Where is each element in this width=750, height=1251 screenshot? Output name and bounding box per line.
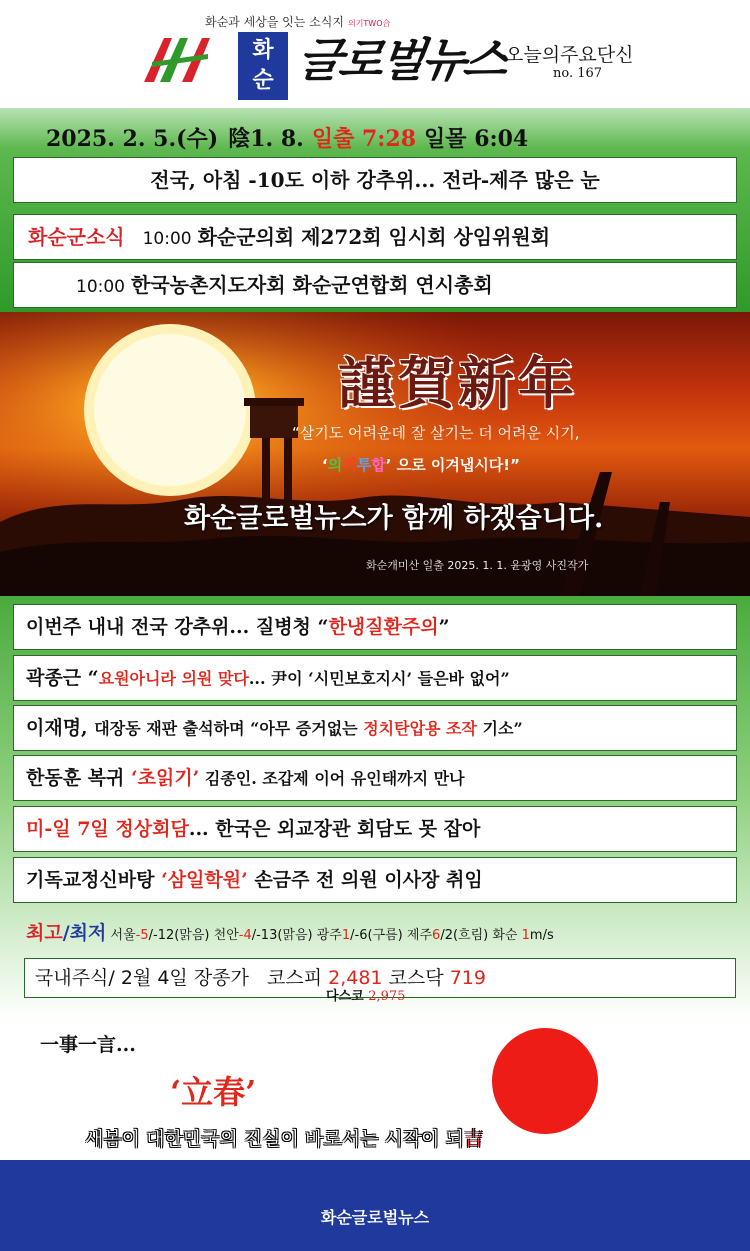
city-name: 천안 bbox=[213, 928, 239, 943]
page-title: 오늘의주요단신 bbox=[505, 44, 634, 66]
news-highlight: 요원아니라 의원 맞다 bbox=[98, 669, 249, 688]
news-highlight: ‘삼일학원’ bbox=[161, 869, 248, 891]
banner-slogan: 화순글로벌뉴스가 함께 하겠습니다. bbox=[184, 503, 604, 534]
county-news-label: 화순군소식 bbox=[28, 225, 125, 249]
red-sun-graphic bbox=[492, 1028, 598, 1134]
banner-quote-line1: “살기도 어려운데 잘 살기는 더 어려운 시기, bbox=[292, 424, 580, 442]
news-text: 곽종근 “ bbox=[26, 667, 99, 689]
temp-high: 1 bbox=[341, 928, 351, 943]
news-text: 대장동 재판 출석하며 “아무 증거없는 bbox=[94, 719, 364, 738]
quote-char: 기 bbox=[342, 456, 357, 474]
weather-label-high: 최고 bbox=[26, 922, 63, 944]
logo-char-top: 화 bbox=[252, 38, 274, 63]
quote-mark: ‘ bbox=[322, 456, 328, 474]
news-item[interactable] bbox=[13, 857, 737, 903]
logo-script: 글로벌뉴스 bbox=[293, 33, 509, 87]
temp-low: /-6(구름) bbox=[350, 928, 403, 943]
temp-high: -4 bbox=[238, 928, 252, 943]
wind-speed: 1 bbox=[521, 928, 530, 943]
masthead bbox=[0, 0, 750, 108]
news-item[interactable] bbox=[13, 705, 737, 751]
kospi-label: 코스피 bbox=[267, 967, 323, 989]
quote-end: ’ 으로 이겨냅시다!” bbox=[385, 456, 520, 474]
headline-box bbox=[13, 157, 737, 203]
sunset: 일몰 6:04 bbox=[424, 126, 529, 152]
news-text: 한동훈 복귀 bbox=[26, 767, 131, 789]
hwasun-logo-box bbox=[238, 32, 288, 100]
event-text: 한국농촌지도자회 화순군연합회 연시총회 bbox=[131, 273, 493, 297]
news-highlight: 정치탄압용 조작 bbox=[363, 719, 477, 738]
news-item[interactable] bbox=[13, 806, 737, 852]
weather-label-sep: / bbox=[62, 922, 70, 944]
saying-label: 一事一言... bbox=[40, 1034, 136, 1056]
county-news-item bbox=[13, 262, 737, 308]
news-item[interactable] bbox=[13, 755, 737, 801]
city-name: 제주 bbox=[406, 928, 433, 943]
new-year-banner bbox=[0, 312, 750, 596]
quote-char: 투 bbox=[356, 456, 372, 474]
stock-label: 국내주식/ 2월 4일 장종가 bbox=[35, 967, 249, 989]
headline: 전국, 아침 -10도 이하 강추위... 전라-제주 많은 눈 bbox=[150, 168, 600, 192]
city-name: 광주 bbox=[316, 928, 342, 943]
news-text: 이재명, bbox=[26, 717, 95, 739]
temp-high: -5 bbox=[135, 928, 149, 943]
news-text: ... 한국은 외교장관 회담도 못 잡아 bbox=[188, 818, 481, 840]
nasdaq-line bbox=[326, 985, 405, 1004]
news-text: 기소” bbox=[476, 719, 523, 738]
event-time: 10:00 bbox=[142, 229, 192, 249]
news-highlight: 미-일 7일 정상회담 bbox=[26, 818, 189, 840]
temp-low: /-12(맑음) bbox=[148, 928, 210, 943]
news-item[interactable] bbox=[13, 655, 737, 701]
tagline-text: 화순과 세상을 잇는 소식지 bbox=[205, 15, 344, 29]
city-name: 화순 bbox=[492, 928, 518, 943]
tagline-mini: 의기TWO合 bbox=[347, 19, 391, 28]
city-name: 서울 bbox=[110, 928, 136, 943]
lunar-date: 陰1. 8. bbox=[228, 126, 304, 152]
news-text: ... 尹이 ‘시민보호지시’ 들은바 없어” bbox=[248, 669, 510, 688]
banner-title: 謹賀新年 bbox=[338, 351, 578, 417]
date: 2025. 2. 5.(수) bbox=[46, 126, 219, 152]
quote-char: 의 bbox=[327, 456, 343, 474]
photo-caption: 화순개미산 일출 2025. 1. 1. 윤광영 사진작가 bbox=[366, 559, 589, 572]
news-text: 손금주 전 의원 이사장 취임 bbox=[247, 869, 483, 891]
news-highlight: 한냉질환주의 bbox=[328, 616, 439, 638]
footer-brand: 화순글로벌뉴스 bbox=[320, 1208, 430, 1227]
news-text: 이번주 내내 전국 강추위... 질병청 “ bbox=[26, 616, 329, 638]
temp-low: /2(흐림) bbox=[440, 928, 489, 943]
banner-quote-line2 bbox=[322, 454, 520, 475]
weather-line bbox=[26, 918, 554, 945]
saying-text bbox=[85, 1124, 483, 1151]
temp-high: 6 bbox=[432, 928, 441, 943]
saying-last-char: 吉 bbox=[463, 1128, 483, 1150]
event-text: 화순군의회 제272회 임시회 상임위원회 bbox=[197, 225, 551, 249]
kosdaq-label: 코스닥 bbox=[388, 967, 444, 989]
kospi-value: 2,481 bbox=[328, 967, 383, 989]
news-text: 김종인. 조갑제 이어 유인태까지 만나 bbox=[199, 769, 465, 788]
temp-low: /-13(맑음) bbox=[251, 928, 313, 943]
news-text: ” bbox=[438, 616, 450, 638]
nasdaq-label: 다스코 bbox=[326, 989, 364, 1004]
date-bar bbox=[46, 122, 528, 153]
sunrise: 일출 7:28 bbox=[311, 126, 417, 152]
hh-logo-icon bbox=[138, 32, 220, 86]
news-item[interactable] bbox=[13, 604, 737, 650]
nasdaq-value: 2,975 bbox=[368, 989, 406, 1004]
issue-number: no. 167 bbox=[553, 66, 603, 81]
news-text: 기독교정신바탕 bbox=[26, 869, 162, 891]
event-time: 10:00 bbox=[76, 277, 125, 297]
saying-word: ‘立春’ bbox=[170, 1073, 257, 1111]
kosdaq-value: 719 bbox=[449, 967, 486, 989]
county-news-item bbox=[13, 214, 737, 260]
weather-label-low: 최저 bbox=[69, 922, 107, 944]
saying-sentence: 새봄이 대한민국의 진실이 바로서는 시작이 되 bbox=[85, 1128, 464, 1150]
news-highlight: ‘초읽기’ bbox=[131, 767, 200, 789]
logo-char-bottom: 순 bbox=[252, 68, 274, 93]
wind-unit: m/s bbox=[529, 928, 554, 943]
quote-char: 합 bbox=[371, 456, 386, 474]
